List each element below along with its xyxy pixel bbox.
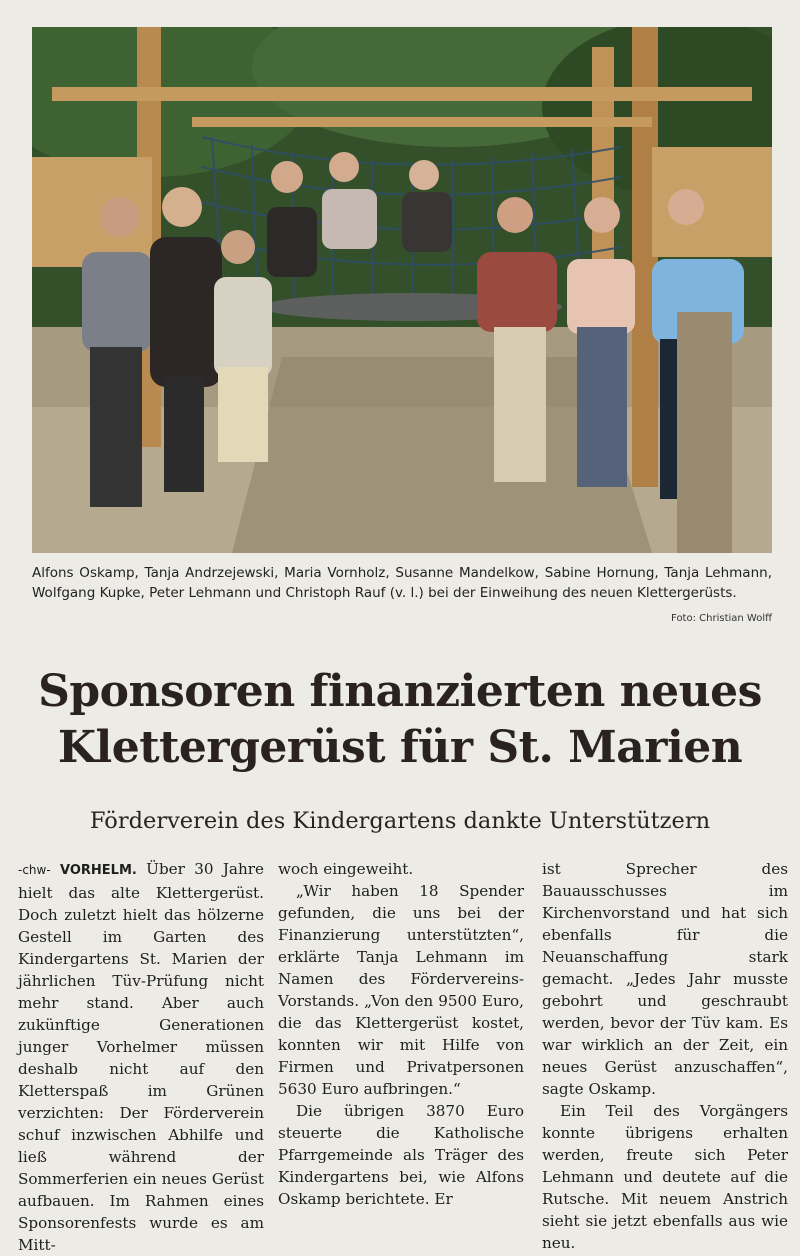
headline (0, 664, 800, 776)
article-column-3 (542, 858, 788, 1254)
article-paragraph: woch eingeweiht. (278, 860, 414, 878)
headline-line-1: Sponsoren finanzierten neues (38, 666, 762, 717)
agency-tag: -chw- (18, 863, 51, 877)
article-paragraph: „Wir haben 18 Spender gefunden, die uns bei der Finanzierung unterstützten“, erklärte Tanja Lehmann im Namen des Fördervereins-Vorstands. „Von den 9500 Euro, die das Klettergerüst kostet, konnten wir mit Hilfe von Firmen und Privatpersonen 5630 Euro aufbringen.“ (278, 882, 524, 1098)
playground-photo (32, 27, 772, 553)
dateline: VORHELM. (60, 863, 137, 878)
article-column-2 (278, 858, 524, 1210)
headline-line-2: Klettergerüst für St. Marien (57, 722, 743, 773)
article-photo (32, 27, 772, 553)
article-paragraph: Die übrigen 3870 Euro steuerte die Katholische Pfarrgemeinde als Träger des Kindergartens bei, wie Alfons Oskamp berichtete. Er (278, 1102, 524, 1208)
article-paragraph: ist Sprecher des Bauausschusses im Kirchenvorstand und hat sich ebenfalls für die Neuanschaffung stark gemacht. „Jedes Jahr musste gebohrt und geschraubt werden, bevor der Tüv kam. Es war wirklich an der Zeit, ein neues Gerüst anzuschaffen“, sagte Oskamp. (542, 860, 788, 1098)
subheadline: Förderverein des Kindergartens dankte Unterstützern (89, 808, 711, 834)
paragraph-text: Über 30 Jahre hielt das alte Klettergerüst. Doch zuletzt hielt das hölzerne Gestell im Garten des Kindergartens St. Marien der jährlichen Tüv-Prüfung nicht mehr stand. Aber auch zukünftige Generationen junger Vorhelmer müssen deshalb nicht auf den Kletterspaß im Grünen verzichten: Der Förderverein schuf inzwischen Abhilfe und ließ während der Sommerferien ein neues Gerüst aufbauen. Im Rahmen eines Sponsorenfests wurde es am Mitt- (18, 860, 265, 1254)
photo-caption: Alfons Oskamp, Tanja Andrzejewski, Maria Vornholz, Susanne Mandelkow, Sabine Hornung, Tanja Lehmann, Wolfgang Kupke, Peter Lehmann und Christoph Rauf (v. l.) bei der Einweihung des neuen Klettergerüsts. (32, 565, 772, 601)
article-paragraph: Ein Teil des Vorgängers konnte übrigens erhalten werden, freute sich Peter Lehmann und deutete auf die Rutsche. Mit neuem Anstrich sieht sie jetzt ebenfalls aus wie neu. (542, 1102, 788, 1252)
photo-credit: Foto: Christian Wolff (671, 613, 772, 624)
article-column-1 (18, 858, 264, 1256)
article-paragraph (18, 858, 264, 1256)
